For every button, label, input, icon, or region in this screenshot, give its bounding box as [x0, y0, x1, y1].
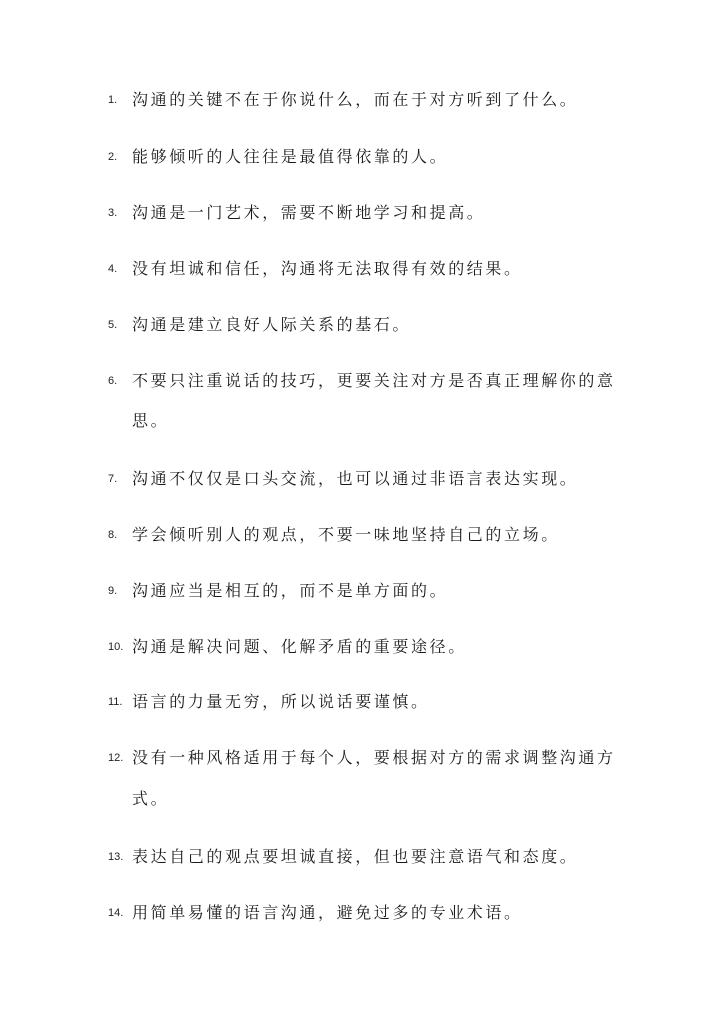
item-number: 5.	[108, 319, 118, 331]
item-text: 沟通是建立良好人际关系的基石。	[132, 315, 412, 334]
item-text: 学会倾听别人的观点，不要一味地坚持自己的立场。	[132, 525, 560, 544]
item-text: 不要只注重说话的技巧，更要关注对方是否真正理解你的意	[132, 371, 616, 390]
item-text: 能够倾听的人往往是最值得依靠的人。	[132, 147, 449, 166]
item-text: 表达自己的观点要坦诚直接，但也要注意语气和态度。	[132, 847, 579, 866]
item-number: 4.	[108, 263, 118, 275]
item-number: 3.	[108, 207, 118, 219]
item-text: 沟通是解决问题、化解矛盾的重要途径。	[132, 637, 467, 656]
item-number: 14.	[108, 907, 124, 919]
item-number: 7.	[108, 473, 118, 485]
item-number: 8.	[108, 529, 118, 541]
item-number: 6.	[108, 375, 118, 387]
item-text: 沟通不仅仅是口头交流，也可以通过非语言表达实现。	[132, 469, 579, 488]
item-text: 沟通的关键不在于你说什么，而在于对方听到了什么。	[132, 90, 579, 109]
item-text: 没有坦诚和信任，沟通将无法取得有效的结果。	[132, 259, 523, 278]
item-text: 用简单易懂的语言沟通，避免过多的专业术语。	[132, 903, 523, 922]
item-number: 13.	[108, 851, 124, 863]
item-number: 12.	[108, 752, 124, 764]
item-number: 10.	[108, 641, 124, 653]
item-text: 沟通是一门艺术，需要不断地学习和提高。	[132, 203, 486, 222]
item-text-continuation: 思。	[132, 411, 170, 430]
item-text: 语言的力量无穷，所以说话要谨慎。	[132, 692, 430, 711]
item-number: 1.	[108, 94, 118, 106]
item-number: 11.	[108, 696, 123, 708]
item-text: 沟通应当是相互的，而不是单方面的。	[132, 581, 449, 600]
item-number: 9.	[108, 585, 118, 597]
item-number: 2.	[108, 151, 118, 163]
item-text: 没有一种风格适用于每个人，要根据对方的需求调整沟通方	[132, 748, 616, 767]
item-text-continuation: 式。	[132, 789, 170, 808]
